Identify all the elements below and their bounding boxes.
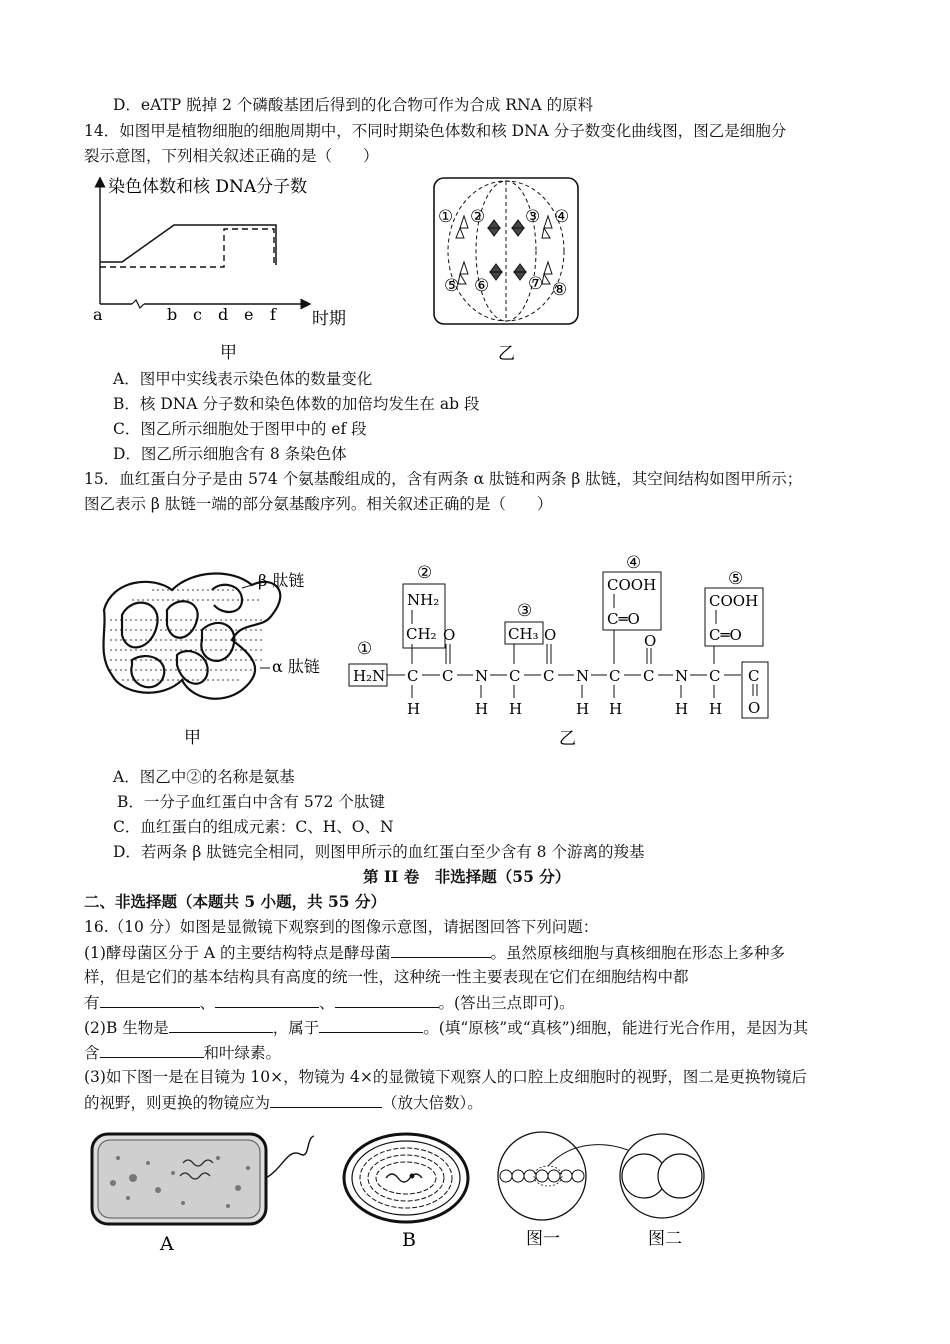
o-2: O [544, 626, 557, 644]
caption-yi: 乙 [559, 729, 576, 748]
section-heading: 二、非选择题（本题共 5 小题，共 55 分） [84, 892, 386, 911]
q16-p3c: （放大倍数）。 [382, 1094, 483, 1112]
x-axis-label: 时期 [312, 309, 346, 329]
cooh-group-4: COOH [607, 576, 657, 594]
q15-option-c: C．血红蛋白的组成元素：C、H、O、N [113, 818, 394, 836]
tick-a: a [93, 305, 103, 324]
label-4: ④ [554, 207, 570, 227]
q16-part1-line3 [84, 991, 575, 1014]
c-alpha-1: C [407, 667, 419, 685]
num-3: ③ [517, 601, 533, 621]
section-title: 第 II 卷 非选择题（55 分） [363, 867, 571, 886]
q15-option-b: B．一分子血红蛋白中含有 572 个肽键 [117, 793, 385, 811]
q15-stem-line2: 图乙表示 β 肽链一端的部分氨基酸序列。相关叙述正确的是（ ） [84, 495, 553, 513]
num-4: ④ [626, 553, 642, 573]
caption-jia: 甲 [184, 728, 201, 748]
answer-blank-8[interactable] [270, 1091, 382, 1108]
n-3: N [675, 667, 689, 685]
h2n-group: H₂N [353, 667, 386, 685]
q16-p2b: ，属于 [272, 1019, 320, 1037]
label-beta-chain: β 肽链 [258, 571, 305, 590]
q14-option-d: D．图乙所示细胞含有 8 条染色体 [113, 445, 347, 463]
h-4: H [576, 700, 590, 718]
q14-figure-yi [430, 176, 582, 366]
q16-p3b: 的视野，则更换的物镜应为 [84, 1094, 271, 1112]
flagellum [266, 1136, 314, 1178]
q13-option-d: D．eATP 脱掉 2 个磷酸基团后得到的化合物可作为合成 RNA 的原料 [113, 96, 594, 114]
q14-option-a: A．图甲中实线表示染色体的数量变化 [113, 370, 373, 388]
dashed-curve [100, 229, 274, 267]
c-carbonyl-2: C [543, 667, 555, 685]
caption-jia: 甲 [220, 343, 237, 363]
q14-figure-jia [88, 172, 368, 364]
q16-part1-line2: 样，但是它们的基本结构具有高度的统一性，这种统一性主要表现在它们在细胞结构中都 [84, 968, 689, 986]
q16-p2c: 。(填“原核”或“真核”)细胞，能进行光合作用，是因为其 [423, 1019, 809, 1037]
q14-option-c: C．图乙所示细胞处于图甲中的 ef 段 [113, 420, 367, 438]
q16-sep-1: 、 [199, 994, 216, 1012]
caption-a: A [160, 1233, 174, 1255]
answer-blank-3[interactable] [215, 991, 319, 1008]
q16-p2a: (2)B 生物是 [84, 1019, 169, 1037]
o-1: O [443, 626, 456, 644]
q16-part3-line2 [84, 1091, 483, 1114]
q15-option-a: A．图乙中②的名称是氨基 [113, 768, 295, 786]
q16-p1d: 有 [84, 994, 100, 1012]
o-3: O [644, 632, 657, 650]
tick-c: c [193, 305, 202, 324]
q16-p2d: 含 [84, 1044, 100, 1062]
q16-p1e: 。(答出三点即可)。 [438, 994, 575, 1012]
o-end: O [748, 699, 761, 717]
answer-blank-7[interactable] [100, 1041, 204, 1058]
num-1: ① [357, 639, 373, 659]
c-alpha-3: C [609, 667, 621, 685]
h-2: H [475, 700, 489, 718]
label-6: ⑥ [474, 276, 490, 296]
q16-p1a: (1)酵母菌区分于 A 的主要结构特点是酵母菌 [84, 944, 391, 962]
answer-blank-6[interactable] [319, 1016, 423, 1033]
label-3: ③ [525, 207, 541, 227]
h-5: H [609, 700, 623, 718]
label-2: ② [470, 207, 486, 227]
c-alpha-4: C [709, 667, 721, 685]
q16-p2e: 和叶绿素。 [203, 1044, 282, 1062]
c-alpha-2: C [509, 667, 521, 685]
q16-part3-line1: (3)如下图一是在目镜为 10×，物镜为 4×的显微镜下观察人的口腔上皮细胞时的视野，图二是更换物镜后 [84, 1068, 807, 1086]
tick-f: f [270, 305, 276, 324]
ch2-group: CH₂ [406, 625, 437, 643]
solid-curve [100, 225, 276, 265]
answer-blank-4[interactable] [335, 991, 439, 1008]
n-1: N [475, 667, 489, 685]
nh2-group: NH₂ [407, 591, 440, 609]
tick-d: d [218, 305, 229, 324]
h-7: H [709, 700, 723, 718]
q15-stem-line1: 15．血红蛋白分子是由 574 个氨基酸组成的，含有两条 α 肽链和两条 β 肽链，其空间结构如图甲所示； [84, 470, 803, 488]
tick-b: b [167, 305, 178, 324]
q16-part2-line2 [84, 1041, 281, 1064]
h-6: H [675, 700, 689, 718]
q16-stem: 16.（10 分）如图是显微镜下观察到的图像示意图，请据图回答下列问题： [84, 918, 599, 936]
answer-blank-1[interactable] [391, 941, 491, 958]
q16-sep-2: 、 [319, 994, 335, 1012]
num-2: ② [417, 563, 433, 583]
axis-break [132, 300, 144, 308]
num-5: ⑤ [728, 569, 744, 589]
label-1: ① [438, 207, 454, 227]
h-3: H [509, 700, 523, 718]
answer-blank-2[interactable] [100, 991, 200, 1008]
q14-stem-line1: 14．如图甲是植物细胞的细胞周期中，不同时期染色体数和核 DNA 分子数变化曲线图，图乙是细胞分 [84, 122, 787, 140]
co-group-5: C═O [709, 626, 742, 644]
q16-p1b: 。虽然原核细胞与真核细胞在形态上多种多 [490, 944, 786, 962]
q15-figure-yi-peptide [345, 548, 785, 748]
label-7: ⑦ [528, 274, 544, 294]
n-2: N [576, 667, 590, 685]
answer-blank-5[interactable] [169, 1016, 273, 1033]
caption-yi: 乙 [498, 344, 515, 364]
q14-stem-line2: 裂示意图，下列相关叙述正确的是（ ） [84, 147, 379, 165]
co-group-4: C═O [607, 610, 640, 628]
h-1: H [407, 700, 421, 718]
q15-option-d: D．若两条 β 肽链完全相同，则图甲所示的血红蛋白至少含有 8 个游离的羧基 [113, 843, 645, 861]
q14-option-b: B．核 DNA 分子数和染色体数的加倍均发生在 ab 段 [113, 395, 480, 413]
q15-figure-jia-protein [92, 560, 332, 750]
q16-part1-line1 [84, 941, 785, 964]
ch3-group: CH₃ [508, 625, 539, 643]
caption-b: B [402, 1229, 416, 1251]
cell-b-body [344, 1134, 468, 1222]
q16-part2-line1 [84, 1016, 808, 1039]
c-carbonyl-3: C [643, 667, 655, 685]
cell-a-figure [88, 1128, 324, 1258]
caption-fig-2: 图二 [648, 1229, 682, 1249]
c-carbonyl-1: C [442, 667, 454, 685]
cell-b-figure [338, 1130, 478, 1260]
label-alpha-chain: α 肽链 [272, 657, 320, 676]
label-5: ⑤ [444, 276, 460, 296]
y-axis-label: 染色体数和核 DNA分子数 [108, 177, 308, 197]
caption-fig-1: 图一 [526, 1229, 560, 1249]
c-end: C [748, 667, 760, 685]
cooh-group-5: COOH [709, 592, 759, 610]
microscope-view-figure [494, 1130, 708, 1252]
tick-e: e [244, 305, 254, 324]
label-8: ⑧ [552, 280, 568, 300]
